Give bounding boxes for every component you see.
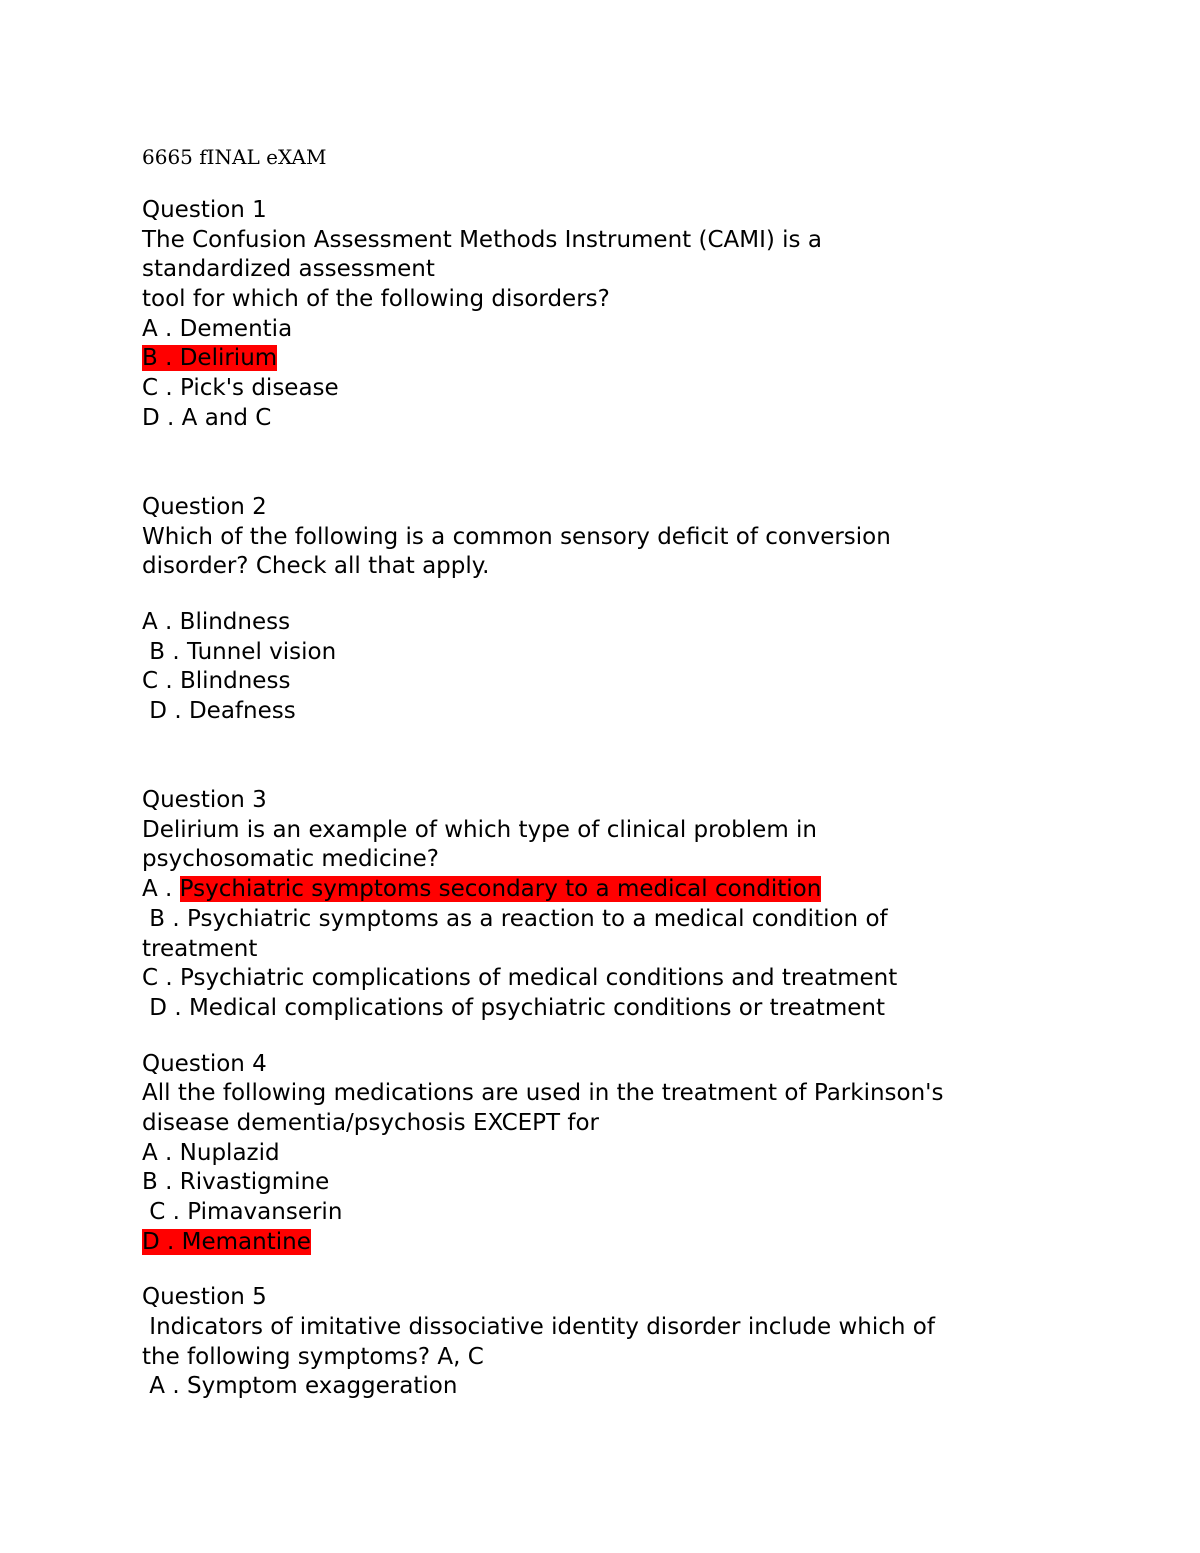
spacer: [142, 434, 1062, 464]
question-4-option-d-row: [142, 1228, 1062, 1258]
question-3-stem-line-2: psychosomatic medicine?: [142, 846, 439, 873]
question-5-stem-line-2: the following symptoms? A, C: [142, 1343, 484, 1370]
question-2-stem-line-2: disorder? Check all that apply.: [142, 553, 490, 580]
question-3-option-a-row: [142, 875, 1062, 905]
question-4-option-d-highlighted-answer: D . Memantine: [142, 1228, 311, 1255]
question-3-option-b-line-1: B . Psychiatric symptoms as a reaction to a medical condition of: [142, 905, 888, 932]
question-1-label: Question 1: [142, 197, 267, 223]
question-4: [142, 1050, 1062, 1258]
question-1-option-a: A . Dementia: [142, 315, 293, 342]
question-4-stem-line-1: All the following medications are used in the treatment of Parkinson's: [142, 1080, 944, 1107]
spacer: [142, 756, 1062, 786]
question-4-label: Question 4: [142, 1050, 267, 1077]
question-4-option-a: A . Nuplazid: [142, 1139, 280, 1166]
question-3-stem-line-1: Delirium is an example of which type of clinical problem in: [142, 816, 817, 843]
question-4-option-c: C . Pimavanserin: [142, 1199, 343, 1225]
document-title: 6665 fINAL eXAM: [142, 145, 327, 169]
question-5-stem-line-1: Indicators of imitative dissociative identity disorder include which of: [142, 1314, 935, 1341]
question-3-option-b-line-2: treatment: [142, 935, 258, 962]
question-3-option-c: C . Psychiatric complications of medical conditions and treatment: [142, 965, 898, 992]
question-1-stem-line-1: The Confusion Assessment Methods Instrument (CAMI) is a: [142, 226, 822, 253]
spacer: [142, 582, 1062, 608]
question-2-option-d: D . Deafness: [142, 698, 296, 724]
question-5-label: Question 5: [142, 1284, 267, 1311]
question-1-option-d: D . A and C: [142, 404, 272, 431]
question-5-option-a: A . Symptom exaggeration: [142, 1373, 458, 1400]
question-1-option-b-highlighted-answer: B . Delirium: [142, 345, 278, 372]
question-2-stem-line-1: Which of the following is a common sensory deficit of conversion: [142, 523, 891, 550]
question-1-option-b-row: [142, 344, 1062, 374]
document-body: [142, 196, 1062, 1402]
question-4-stem-line-2: disease dementia/psychosis EXCEPT for: [142, 1109, 600, 1136]
question-1-stem-line-3: tool for which of the following disorders?: [142, 286, 610, 313]
question-3-option-d: D . Medical complications of psychiatric conditions or treatment: [142, 994, 886, 1021]
spacer: [142, 727, 1062, 757]
question-2-option-c: C . Blindness: [142, 668, 291, 695]
question-5: [142, 1283, 1062, 1402]
question-2-option-b: B . Tunnel vision: [142, 638, 337, 665]
spacer: [142, 463, 1062, 493]
question-3-label: Question 3: [142, 787, 267, 814]
question-1-stem-line-2: standardized assessment: [142, 256, 435, 283]
spacer: [142, 1024, 1062, 1050]
question-2-option-a: A . Blindness: [142, 608, 291, 635]
spacer: [142, 1257, 1062, 1283]
question-2: [142, 493, 1062, 727]
question-3-option-a-prefix: A .: [142, 876, 180, 903]
question-3-option-a-highlighted-answer: Psychiatric symptoms secondary to a medical condition: [179, 876, 822, 903]
question-2-label: Question 2: [142, 493, 267, 520]
question-4-option-b: B . Rivastigmine: [142, 1169, 330, 1196]
question-1-option-c: C . Pick's disease: [142, 375, 339, 402]
question-3: [142, 786, 1062, 1024]
question-1: [142, 196, 1062, 434]
